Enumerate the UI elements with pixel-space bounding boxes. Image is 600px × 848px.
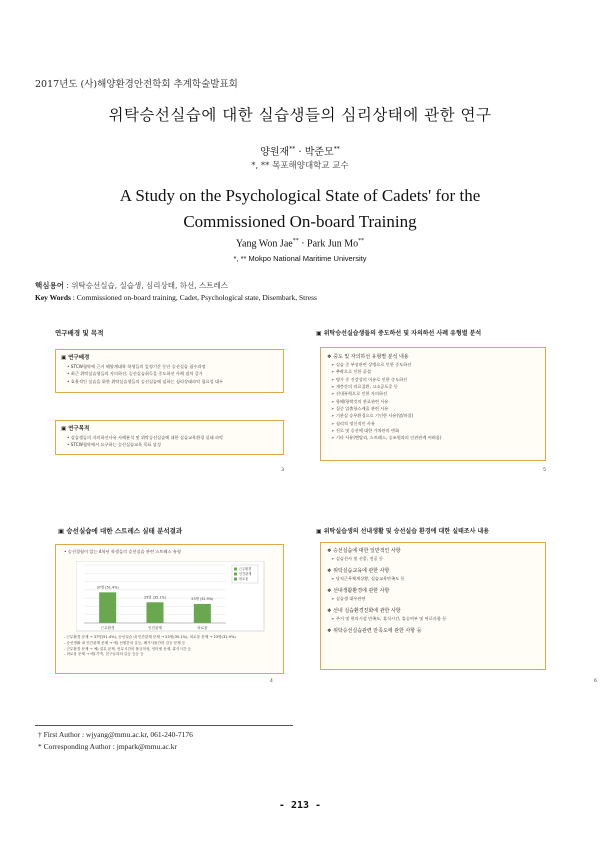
slide2-item: ➢ 집중 입출항스케줄 관련 사유 xyxy=(331,406,389,412)
keywords-korean xyxy=(35,280,228,291)
footnote-corresponding-author: * Corresponding Author : jmpark@mmu.ac.kr xyxy=(38,742,177,751)
author2-name-en: Park Jun Mo xyxy=(307,238,359,250)
slide2-item: ➢ 계층간의 의료질환, 고소공포증 등 xyxy=(331,384,398,390)
chart-bar xyxy=(194,604,211,623)
slide2-item: ➢ 실습 중 부상관련 상병으로 인한 중도하선 xyxy=(331,362,412,367)
keywords-english xyxy=(35,293,317,302)
chart-category-label: 외로움 xyxy=(197,626,208,630)
author1-name-en: Yang Won Jae xyxy=(235,238,293,250)
slide2-item: ➢ 진로 및 승선에 대한 가치관의 변화 xyxy=(331,428,400,434)
slide1-box-purpose xyxy=(55,420,284,455)
title-english-line1: A Study on the Psychological State of Cadets' for the xyxy=(119,186,481,205)
author1-name: 양원재 xyxy=(260,147,290,158)
slide2-item: ➢ 항해/항박것의 관료관련 사유 xyxy=(331,398,389,404)
chart-legend-entry: 근무환경 xyxy=(239,567,252,572)
keywords-en-text: : Commissioned on-board training, Cadet, Psychological state, Disembark, Stress xyxy=(70,293,317,302)
slide4-group-head: ❖ 선내생활환경에 관한 사항 xyxy=(327,587,390,594)
slide4-group-head: ❖ 승선실습에 대한 일반적인 사항 xyxy=(327,548,401,554)
slide4-group-item: ➢ 실습생 대우관련 xyxy=(331,595,366,601)
chart-data-label: 23명 (32.9%) xyxy=(191,596,214,601)
chart-data-label: 25명 (35.1%) xyxy=(143,595,167,600)
author2-name: 박준모 xyxy=(304,147,334,158)
slide2-item: ➢ 심리적 정신적인 사유 xyxy=(331,420,375,426)
chart-legend-entry: 외로움 xyxy=(239,577,249,582)
slide3-note: - 외로움 문제 → 예) 가족, 친구들과의 갈등 등등 등 xyxy=(64,652,144,657)
slide1-box1-item: • 효율적인 실습을 위한 위탁실습생들의 승선실습에 임하는 심리상태파악 필요성 대두 xyxy=(67,378,224,384)
slide1-box2-item: • STCW협약에서 요구하는 승선실습교육 목표 달성 xyxy=(67,442,161,448)
slide-background xyxy=(50,322,288,477)
slide1-box1-item: • 최근 위탁실습생들의 자의하선, 승선실습취득을 중도하선 사례 점차 증가 xyxy=(67,371,203,377)
slide-stress-chart xyxy=(50,520,288,684)
authors-english xyxy=(0,238,600,249)
author2-sup-en: ** xyxy=(358,238,365,244)
slide1-title: 연구배경 및 목적 xyxy=(55,329,104,337)
author2-sup: ** xyxy=(333,145,340,153)
slide2-item: ➢ 병가 중 건강상의 이유로 인한 중도하선 xyxy=(331,376,408,382)
slide3-note: - 근무환경 문제 → 예) 업무 문제, 언무시간의 불규칙성, 인터넷 문제, 휴식시간 등 xyxy=(64,646,191,651)
author-separator-en: · xyxy=(298,238,308,250)
keywords-ko-label: 핵심용어 xyxy=(35,281,64,290)
chart-legend-swatch xyxy=(234,573,237,576)
author1-sup: ** xyxy=(289,145,296,153)
keywords-ko-text: : 위탁승선실습, 실습생, 심리상태, 하선, 스트레스 xyxy=(63,281,229,290)
conference-header: 2017년도 (사)해양환경안전학회 추계학술발표회 xyxy=(35,79,238,90)
author1-sup-en: ** xyxy=(292,238,299,244)
slide4-title: ▣ 위탁실습생의 선내생활 및 승선실습 환경에 대한 실태조사 내용 xyxy=(316,528,490,535)
slide1-box1-head: ▣ 연구배경 xyxy=(61,355,90,361)
affiliation-korean: *, ** 목포해양대학교 교수 xyxy=(251,161,349,171)
slide4-box xyxy=(320,542,546,670)
keywords-en-label: Key Words xyxy=(35,293,71,302)
slide3-note: - 승선생활 내 인간관계 문제 → 예) 선원간의 갈등, 폐기사물간의 갈등 문제 등 xyxy=(64,640,186,645)
author-separator: · xyxy=(295,147,305,158)
slide-survey xyxy=(312,520,597,684)
chart-category-label: 인간관계 xyxy=(148,626,162,630)
chart-category-label: 근무환경 xyxy=(100,626,115,630)
slide2-number: 5 xyxy=(543,468,546,473)
slide2-title: ▣ 위탁승선실습생들의 중도하선 및 자의하선 사례 유형별 분석 xyxy=(316,330,482,337)
slide2-item: ➢ 선내폭력으로 인한 자의하선 xyxy=(331,391,388,397)
slide4-group-item: ➢ 당직근무체계상황, 실습교육만족도 등 xyxy=(331,575,405,581)
slide2-item: ➢ 추락으로 인한 골절 xyxy=(331,369,371,375)
slide4-group-head: ❖ 위탁실습교육에 관한 사항 xyxy=(327,567,390,574)
slide3-title: ▣ 승선실습에 대한 스트레스 실태 분석결과 xyxy=(58,527,183,535)
slide2-box xyxy=(320,347,546,461)
slide4-group-head: ❖ 위탁승선실습관련 만족도에 관한 사항 등 xyxy=(327,627,422,634)
slide4-group-item: ➢ 실습선사 및 선종, 전공 등 xyxy=(331,556,383,561)
slide1-number: 3 xyxy=(281,468,284,473)
slide1-box1-item: • STCW협약에 근거 해양계대학 학생들의 일정기간 동안 승선실습 필수과정 xyxy=(67,364,206,369)
chart-bar xyxy=(146,602,163,623)
title-english-line2: Commissioned On-board Training xyxy=(183,212,417,231)
authors-korean xyxy=(0,143,600,158)
title-korean: 위탁승선실습에 대한 실습생들의 심리상태에 관한 연구 xyxy=(108,106,492,124)
slide2-item: ➢ 기타 사유(멘탈리, 스트레스, 승조원과의 인관관계 어려움) xyxy=(331,435,442,441)
slide4-number: 6 xyxy=(594,679,597,684)
slide3-note: - 근무환경 문제 → 37명(51.4%), 승선실습 내 인간관계 문제 → 25명(35.1%), 외로움 문제 → 23명(32.9%) xyxy=(64,635,236,639)
chart-legend-swatch xyxy=(234,568,237,571)
page-number: - 213 - xyxy=(278,800,322,811)
slide2-head: ❖ 중도 및 자의하선 유형별 분석 내용 xyxy=(327,354,409,360)
slide3-number: 4 xyxy=(270,679,273,684)
slide1-box2-item: • 실습생들의 자의하선사유 사례분석 및 위탁승선실습에 대한 실습교육환경 실태 파악 xyxy=(67,435,224,440)
chart-legend-swatch xyxy=(234,578,237,581)
chart-bar xyxy=(99,592,116,623)
stress-bar-chart xyxy=(76,561,266,633)
chart-caption: • 승선경험이 있는 4학년 학생들의 승선실습 관련 스트레스 유형 xyxy=(64,549,181,554)
slide4-group-head: ❖ 선내 실습환경친화에 관한 사항 xyxy=(327,607,401,614)
slide-cases xyxy=(312,322,550,477)
chart-legend-entry: 인간관계 xyxy=(239,572,252,577)
affiliation-english: *, ** Mokpo National Maritime University xyxy=(233,254,367,263)
footnote-first-author: † First Author : wjyang@mmu.ac.kr, 061-240-7176 xyxy=(38,730,193,739)
slide1-box2-head: ▣ 연구목적 xyxy=(61,426,90,432)
slide3-box xyxy=(55,544,284,674)
slide1-box-background xyxy=(55,349,284,393)
chart-data-label: 37명 (51.4%) xyxy=(96,585,119,590)
slide2-item: ➢ 기관실 승무환경으로 기인한 사유(열/마찰) xyxy=(331,413,414,419)
footnote-rule xyxy=(35,725,293,726)
slide4-group-item: ➢ 주거 및 편의시설 만족도, 휴식시간, 휴승여부 및 여로사항 등 xyxy=(331,615,447,621)
